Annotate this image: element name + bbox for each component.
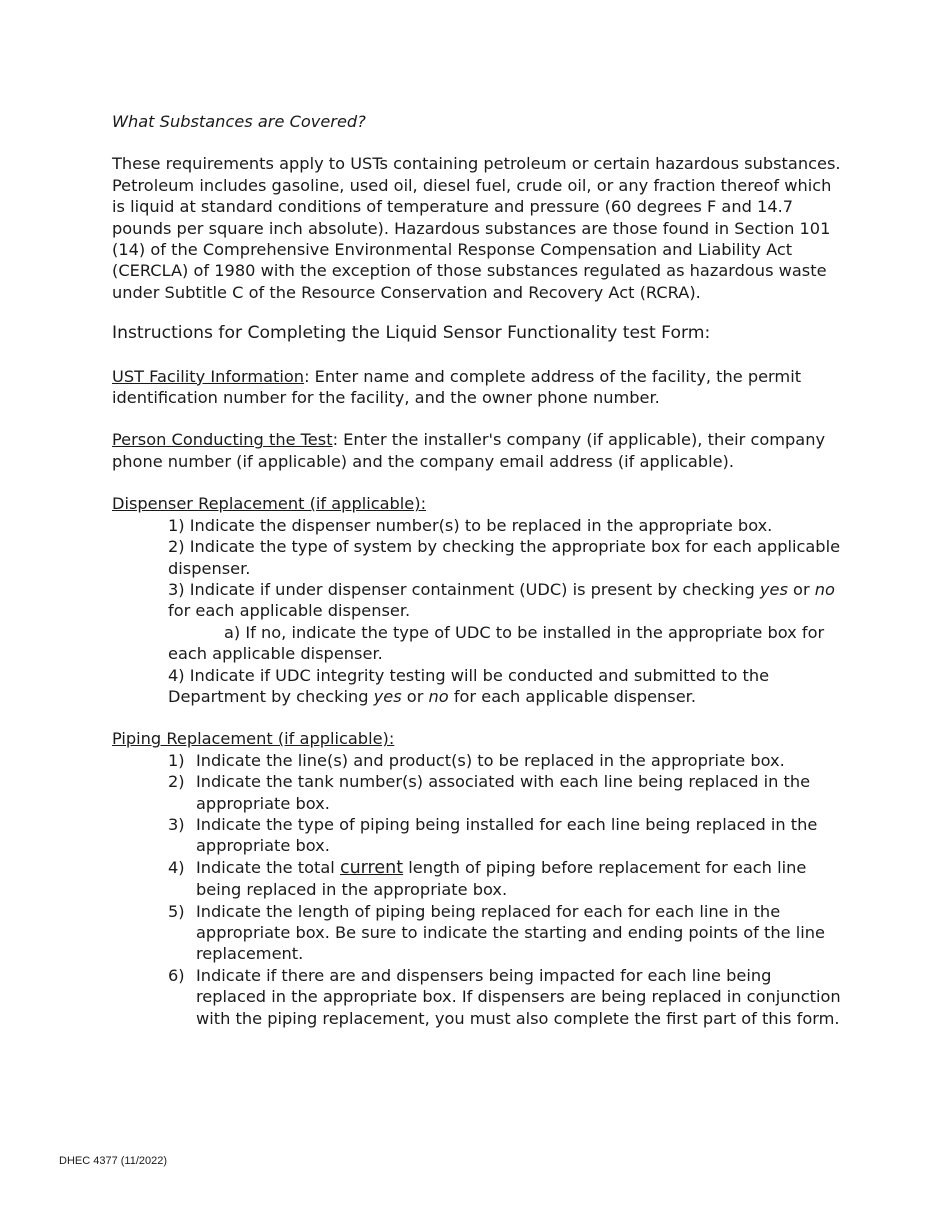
list-text: Indicate the length of piping being replaced for each for each line in the appropriate box. Be sure to indicate the starting and ending points of the line replacement. — [196, 901, 825, 964]
person-paragraph — [112, 429, 842, 472]
dispenser-item-4 — [168, 665, 842, 708]
dispenser-item-1: 1) Indicate the dispenser number(s) to be replaced in the appropriate box. — [168, 515, 773, 535]
list-text-underlined: current — [339, 857, 404, 878]
list-text-part: length of piping before replacement for each line being replaced in the appropriate box. — [196, 857, 807, 900]
list-number: 1) — [168, 750, 185, 770]
list-text: Indicate the line(s) and product(s) to be replaced in the appropriate box. — [196, 750, 785, 770]
list-text: Indicate the type of piping being installed for each line being replaced in the appropriate box. — [196, 814, 818, 856]
list-item — [168, 857, 842, 901]
dispenser-item-3-no: no — [814, 579, 835, 599]
list-number: 6) — [168, 965, 185, 985]
list-text: Indicate if there are and dispensers being impacted for each line being replaced in the appropriate box. If dispensers are being replaced in conjunction with the piping replacement, you must also complete the first part of this form. — [196, 965, 841, 1028]
list-text: Indicate the tank number(s) associated with each line being replaced in the appropriate box. — [196, 772, 811, 813]
list-item — [168, 965, 842, 1029]
dispenser-heading: Dispenser Replacement (if applicable): — [112, 494, 427, 514]
list-item — [168, 750, 842, 771]
list-text — [196, 857, 842, 901]
facility-info-paragraph — [112, 366, 842, 409]
instructions-title: Instructions for Completing the Liquid Sensor Functionality test Form: — [112, 323, 711, 344]
dispenser-item-4-or: or — [401, 686, 429, 706]
piping-list — [168, 750, 842, 1029]
person-text: : Enter the installer's company (if applicable), their company phone number (if applicable) and the company email address (if applicable). — [112, 430, 826, 471]
dispenser-item-3-text: 3) Indicate if under dispenser containment (UDC) is present by checking — [168, 579, 760, 599]
dispenser-list — [168, 515, 842, 708]
form-number-footer: DHEC 4377 (11/2022) — [59, 1155, 168, 1167]
facility-info-label: UST Facility Information — [112, 366, 305, 386]
list-item — [168, 901, 842, 965]
substances-paragraph: These requirements apply to USTs containing petroleum or certain hazardous substances. Petroleum includes gasoline, used oil, diesel fuel, crude oil, or any fraction thereof which is liquid at standard conditions of temperature and pressure (60 degrees F and 14.7 pounds per square inch absolute). Hazardous substances are those found in Section 101 (14) of the Comprehensive Environmental Response Compensation and Liability Act (CERCLA) of 1980 with the exception of those substances regulated as hazardous waste under Subtitle C of the Resource Conservation and Recovery Act (RCRA). — [112, 154, 841, 302]
dispenser-item-4-yes: yes — [373, 686, 402, 706]
dispenser-item-2: 2) Indicate the type of system by checking the appropriate box for each applicable dispenser. — [168, 537, 841, 578]
dispenser-item-4-no: no — [428, 686, 449, 706]
list-item — [168, 814, 842, 857]
document-page — [112, 111, 842, 1029]
list-number: 5) — [168, 901, 185, 921]
list-item — [168, 771, 842, 814]
list-number: 3) — [168, 814, 185, 834]
list-text-part: Indicate the total — [196, 857, 340, 877]
list-number: 4) — [168, 857, 185, 877]
dispenser-item-3-yes: yes — [759, 579, 788, 599]
dispenser-item-3a: a) If no, indicate the type of UDC to be installed in the appropriate box for — [224, 622, 825, 642]
substances-heading: What Substances are Covered? — [112, 112, 366, 131]
person-label: Person Conducting the Test — [112, 430, 333, 450]
dispenser-item-3 — [168, 579, 842, 622]
dispenser-item-4-tail: for each applicable dispenser. — [448, 686, 696, 706]
dispenser-item-3-or: or — [787, 579, 815, 599]
list-number: 2) — [168, 772, 185, 792]
dispenser-item-4-text: 4) Indicate if UDC integrity testing will be conducted and submitted to the Department by checking — [168, 665, 770, 706]
piping-heading: Piping Replacement (if applicable): — [112, 729, 395, 749]
dispenser-item-3a-cont: each applicable dispenser. — [168, 644, 383, 664]
facility-info-text: : Enter name and complete address of the facility, the permit identification number for the facility, and the owner phone number. — [112, 366, 802, 408]
dispenser-item-3-tail: for each applicable dispenser. — [168, 601, 411, 621]
